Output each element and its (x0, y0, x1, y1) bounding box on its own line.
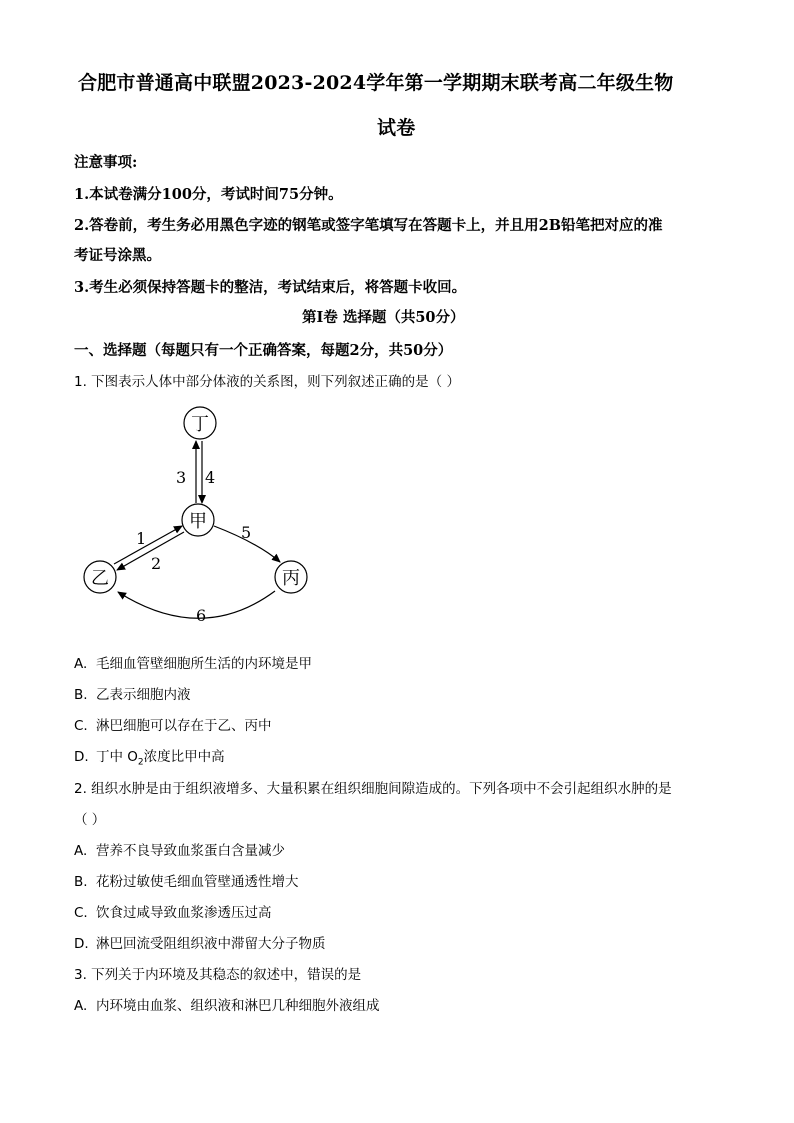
q1-option-d-text-post: 浓度比甲中高 (143, 749, 225, 765)
question-1-stem: 1. 下图表示人体中部分体液的关系图，则下列叙述正确的是（ ） (74, 374, 460, 390)
node-ding-label: 丁 (191, 414, 209, 435)
notice-heading: 注意事项: (74, 154, 138, 171)
question-2-stem-line2: （ ） (74, 812, 106, 828)
arrow-2-label: 2 (151, 554, 162, 573)
q1-option-a-label: A. (74, 656, 88, 672)
arrow-3-label: 3 (176, 468, 187, 487)
notice-item-2-line1: 2.答卷前，考生务必用黑色字迹的钢笔或签字笔填写在答题卡上，并且用2B铅笔把对应的准 (74, 217, 663, 234)
q2-option-b-text: 花粉过敏使毛细血管壁通透性增大 (96, 874, 299, 890)
volume-title: 第I卷 选择题（共50分） (302, 309, 465, 326)
question-3-stem: 3. 下列关于内环境及其稳态的叙述中，错误的是 (74, 967, 362, 983)
q1-option-d-subscript: 2 (137, 757, 144, 768)
node-yi-label: 乙 (91, 568, 109, 589)
q2-option-a-text: 营养不良导致血浆蛋白含量减少 (96, 843, 285, 859)
q1-option-b-text: 乙表示细胞内液 (96, 687, 191, 703)
q2-option-b-label: B. (74, 874, 88, 890)
document-title-line2: 试卷 (377, 117, 416, 139)
q1-option-d-label: D. (74, 749, 89, 765)
q2-option-c[interactable] (74, 901, 272, 921)
q2-option-d[interactable] (74, 932, 326, 952)
notice-item-1: 1.本试卷满分100分，考试时间75分钟。 (74, 186, 343, 203)
q1-option-a[interactable] (74, 652, 312, 672)
arrow-6-label: 6 (196, 606, 207, 625)
q2-option-b[interactable] (74, 870, 299, 890)
arrow-1-label: 1 (136, 529, 147, 548)
q3-option-a-label: A. (74, 998, 88, 1014)
q1-option-b[interactable] (74, 683, 191, 703)
q3-option-a-text: 内环境由血浆、组织液和淋巴几种细胞外液组成 (96, 998, 380, 1014)
q2-option-c-text: 饮食过咸导致血浆渗透压过高 (96, 905, 272, 921)
arrow-1 (114, 526, 182, 564)
arrow-5-label: 5 (241, 523, 252, 542)
body-fluid-relation-diagram (70, 395, 330, 630)
notice-item-3: 3.考生必须保持答题卡的整洁，考试结束后，将答题卡收回。 (74, 279, 467, 296)
question-2-stem-line1: 2. 组织水肿是由于组织液增多、大量积累在组织细胞间隙造成的。下列各项中不会引起组织水肿的是 (74, 781, 672, 797)
q1-option-c-label: C. (74, 718, 88, 734)
q2-option-a-label: A. (74, 843, 88, 859)
q2-option-c-label: C. (74, 905, 88, 921)
q2-option-a[interactable] (74, 839, 285, 859)
q3-option-a[interactable] (74, 994, 380, 1014)
q2-option-d-text: 淋巴回流受阻组织液中滞留大分子物质 (96, 936, 326, 952)
q1-option-c[interactable] (74, 714, 272, 734)
q2-option-d-label: D. (74, 936, 89, 952)
node-bing-label: 丙 (282, 568, 300, 589)
q1-option-a-text: 毛细血管壁细胞所生活的内环境是甲 (96, 656, 312, 672)
q1-option-b-label: B. (74, 687, 88, 703)
q1-option-d-text-pre: 丁中 O (96, 749, 138, 765)
document-title-line1: 合肥市普通高中联盟2023-2024学年第一学期期末联考高二年级生物 (78, 72, 674, 94)
q1-option-c-text: 淋巴细胞可以存在于乙、丙中 (96, 718, 272, 734)
node-jia-label: 甲 (189, 511, 207, 532)
q1-option-d[interactable] (74, 745, 225, 768)
notice-item-2-line2: 考证号涂黑。 (74, 247, 161, 264)
arrow-4-label: 4 (205, 468, 216, 487)
part-title: 一、选择题（每题只有一个正确答案，每题2分，共50分） (74, 342, 453, 359)
